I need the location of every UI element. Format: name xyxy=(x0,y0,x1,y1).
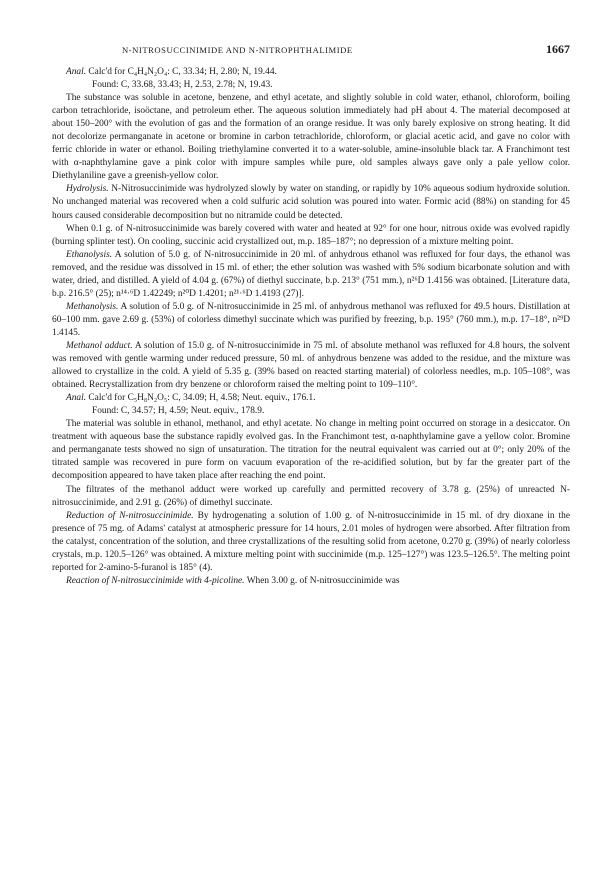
paragraph-text: A solution of 5.0 g. of N-nitrosuccinimide in 20 ml. of anhydrous ethanol was refluxed for four days, the ethanol was removed, and the residue was dissolved in 15 ml. of ether; the ether solution was washed with 5% sodium bicarbonate solution and with water, dried, and distilled. A yield of 4.04 g. (67%) of diethyl succinate, b.p. 213° (751 mm.), n²⁶D 1.4156 was obtained. [Literature data, b.p. 216.5° (25); n¹⁴·⁶D 1.42249; n²⁰D 1.4201; n²¹·⁶D 1.4193 (27)]. xyxy=(52,249,570,299)
paragraph-text: A solution of 5.0 g. of N-nitrosuccinimide in 25 ml. of anhydrous methanol was refluxed for 49.5 hours. Distillation at 60–100 mm. gave 2.69 g. (53%) of colorless dimethyl succinate which was purified by freezing, b.p. 195° (760 mm.), m.p. 17–18°, n²⁹D 1.4145. xyxy=(52,301,570,338)
run-in-heading: Reduction of N-nitrosuccinimide. xyxy=(66,510,194,521)
page-number: 1667 xyxy=(546,42,570,56)
run-in-heading: Anal. xyxy=(66,393,87,404)
paragraph-reduction xyxy=(52,510,570,575)
run-in-heading: Anal. xyxy=(66,67,87,77)
paragraph-text: A solution of 15.0 g. of N-nitrosuccinimide in 75 ml. of absolute methanol was refluxed for 4.8 hours, the solvent was removed with gentle warming under reduced pressure, 50 ml. of anhydrous benzene was added to the residue, and the mixture was allowed to crystallize in the cold. A yield of 5.35 g. (39% based on reacted starting material) of colorless needles, m.p. 105–108°, was obtained. Recrystallization from dry benzene or chloroform raised the melting point to 109–110°. xyxy=(52,340,571,391)
paragraph-methanol-adduct xyxy=(52,340,570,392)
paragraph-filtrates xyxy=(52,484,570,510)
paragraph-anal-calc-1 xyxy=(52,66,570,79)
paragraph-methanolysis xyxy=(52,301,570,340)
paragraph-text: The filtrates of the methanol adduct were worked up carefully and permitted recovery of 3.78 g. (25%) of unreacted N-nitrosuccinimide, and 2.91 g. (26%) of dimethyl succinate. xyxy=(52,484,570,508)
paragraph-text: Calc'd for C₄H₄N₂O₄: C, 33.34; H, 2.80; N, 19.44. xyxy=(86,67,277,77)
paragraph-text: By hydrogenating a solution of 1.00 g. of N-nitrosuccinimide in 15 ml. of dry dioxane in the presence of 75 mg. of Adams' catalyst at atmospheric pressure for 14 hours, 2.01 moles of hydrogen were absorbed. After filtration from the catalyst, concentration of the solution, and three crystallizations of the resulting solid from acetone, 0.270 g. (39%) of nearly colorless crystals, m.p. 120.5–126° was obtained. A mixture melting point with succinimide (m.p. 125–127°) was 123.5–126.5°. The melting point reported for 2-amino-5-furanol is 185° (4). xyxy=(52,510,570,573)
paragraph-adduct-properties xyxy=(52,418,570,483)
paragraph-text: Found: C, 34.57; H, 4.59; Neut. equiv., 178.9. xyxy=(92,406,265,417)
paragraph-anal-calc-2 xyxy=(52,392,570,405)
paragraph-text: When 3.00 g. of N-nitrosuccinimide was xyxy=(244,575,400,586)
run-in-heading: Reaction of N-nitrosuccinimide with 4-picoline. xyxy=(66,575,245,586)
paragraph-text: Found: C, 33.68, 33.43; H, 2.53, 2.78; N, 19.43. xyxy=(92,80,273,91)
paragraph-anal-found-1 xyxy=(52,79,570,92)
paragraph-anal-found-2 xyxy=(52,405,570,418)
run-in-heading: Methanol adduct. xyxy=(66,340,133,351)
run-in-heading: Hydrolysis. xyxy=(66,184,109,195)
paragraph-water-heating xyxy=(52,223,570,249)
article-body xyxy=(52,66,570,588)
paragraph-text: When 0.1 g. of N-nitrosuccinimide was barely covered with water and heated at 92° for one hour, nitrous oxide was evolved rapidly (burning splinter test). On cooling, succinic acid crystallized out, m.p. 185–187°; no depression of a mixture melting point. xyxy=(52,223,570,247)
run-in-heading: Methanolysis. xyxy=(66,301,119,312)
paragraph-text: The material was soluble in ethanol, methanol, and ethyl acetate. No change in melting point occurred on storage in a desiccator. On treatment with aqueous base the substance rapidly evolved gas. In the Franchimont test, α-naphthylamine gave a yellow color. Bromine and permanganate tests showed no sign of unsaturation. The titration for the neutral equivalent was carried out at 0°; only 20% of the titrated sample was recovered in pure form on vacuum evaporation of the re-acidified solution, but by far the greater part of the decomposition appeared to have taken place after reaching the end point. xyxy=(52,419,570,482)
paragraph-ethanolysis xyxy=(52,249,570,301)
running-head: N-NITROSUCCINIMIDE AND N-NITROPHTHALIMIDE xyxy=(122,45,353,55)
paragraph-text: Calc'd for C₅H₈N₂O₅: C, 34.09; H, 4.58; Neut. equiv., 176.1. xyxy=(86,393,316,404)
paragraph-text: N-Nitrosuccinimide was hydrolyzed slowly by water on standing, or rapidly by 10% aqueous sodium hydroxide solution. No unchanged material was recovered when a cold sulfuric acid solution was poured into water. Formic acid (88%) on standing for 45 hours caused considerable decomposition but no nitramide could be detected. xyxy=(52,184,570,221)
page-header xyxy=(50,42,570,58)
paragraph-properties xyxy=(52,92,570,183)
paragraph-text: The substance was soluble in acetone, benzene, and ethyl acetate, and slightly soluble in cold water, ethanol, chloroform, boiling carbon tetrachloride, isoöctane, and petroleum ether. The aqueous solution immediately had pH about 4. The material decomposed at about 150–200° with the evolution of gas and the formation of an orange residue. It was only barely explosive on strong heating. It did not decolorize permanganate in acetone or bromine in carbon tetrachloride, chloroform, or glacial acetic acid, and gave no color with ferric chloride in water or ethanol. Boiling triethylamine converted it to a water-soluble, amine-insoluble black tar. A Franchimont test with α-naphthylamine gave a pink color with impure samples while pure, old samples always gave only a pale yellow color. Diethylaniline gave a greenish-yellow color. xyxy=(52,93,570,182)
paragraph-hydrolysis xyxy=(52,183,570,222)
paragraph-picoline-reaction xyxy=(52,575,570,588)
run-in-heading: Ethanolysis. xyxy=(66,249,113,260)
